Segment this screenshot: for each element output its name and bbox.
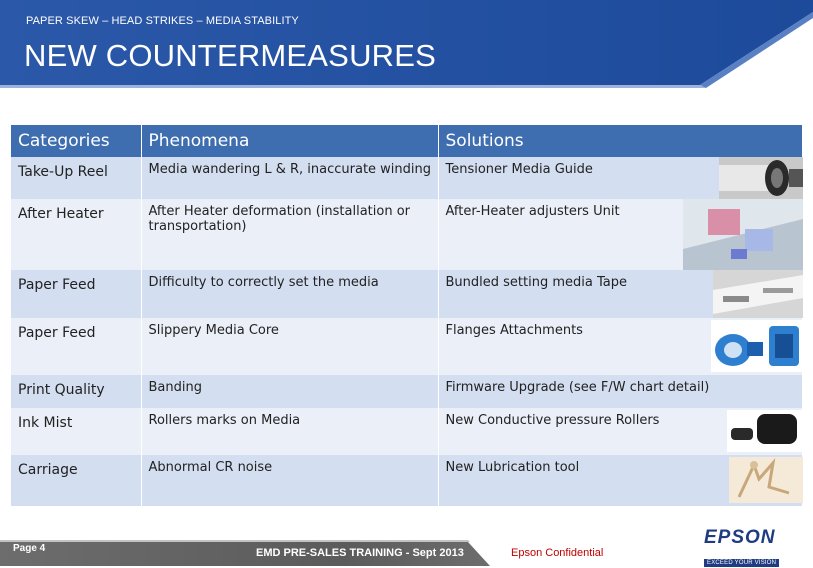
solution-text: New Lubrication tool	[445, 460, 580, 475]
logo-brand: EPSON	[704, 527, 776, 548]
flanges-photo	[711, 320, 803, 372]
countermeasures-table	[11, 125, 802, 506]
solution-cell	[438, 199, 802, 270]
column-header-phenomena: Phenomena	[141, 125, 438, 157]
page-title: NEW COUNTERMEASURES	[24, 38, 436, 73]
phenomenon-cell: Banding	[141, 375, 438, 408]
category-cell: Carriage	[11, 455, 141, 506]
solution-cell	[438, 270, 802, 318]
logo-tagline: EXCEED YOUR VISION	[704, 559, 779, 567]
phenomenon-cell: Slippery Media Core	[141, 318, 438, 375]
header-banner	[0, 0, 813, 112]
rollers-photo	[727, 410, 803, 452]
solution-cell	[438, 157, 802, 199]
take-up-reel-photo	[719, 157, 803, 199]
phenomenon-cell: After Heater deformation (installation or transportation)	[141, 199, 438, 270]
category-cell: Paper Feed	[11, 270, 141, 318]
table-row	[11, 270, 802, 318]
confidential-label: Epson Confidential	[511, 547, 604, 559]
table-row	[11, 455, 802, 506]
solution-cell	[438, 318, 802, 375]
solution-cell	[438, 408, 802, 455]
category-cell: Ink Mist	[11, 408, 141, 455]
column-header-solutions: Solutions	[438, 125, 802, 157]
table-row	[11, 157, 802, 199]
table-row	[11, 318, 802, 375]
table-row	[11, 375, 802, 408]
table-header-row	[11, 125, 802, 157]
category-cell: Print Quality	[11, 375, 141, 408]
header-kicker: PAPER SKEW – HEAD STRIKES – MEDIA STABILITY	[26, 15, 299, 27]
solution-text: Tensioner Media Guide	[445, 162, 593, 177]
category-cell: Paper Feed	[11, 318, 141, 375]
solution-text: After-Heater adjusters Unit	[445, 204, 620, 219]
after-heater-photo	[683, 199, 803, 270]
column-header-categories: Categories	[11, 125, 141, 157]
setting-tape-photo	[713, 270, 803, 318]
lubrication-tool-photo	[729, 457, 803, 503]
phenomenon-cell: Rollers marks on Media	[141, 408, 438, 455]
category-cell: Take-Up Reel	[11, 157, 141, 199]
page-number: Page 4	[13, 543, 46, 554]
phenomenon-cell: Difficulty to correctly set the media	[141, 270, 438, 318]
phenomenon-cell: Media wandering L & R, inaccurate winding	[141, 157, 438, 199]
solution-cell: Firmware Upgrade (see F/W chart detail)	[438, 375, 802, 408]
solution-text: Bundled setting media Tape	[445, 275, 627, 290]
solution-cell	[438, 455, 802, 506]
table-row	[11, 408, 802, 455]
category-cell: After Heater	[11, 199, 141, 270]
epson-logo	[704, 527, 796, 568]
table-row	[11, 199, 802, 270]
solution-text: New Conductive pressure Rollers	[445, 413, 660, 428]
solution-text: Flanges Attachments	[445, 323, 583, 338]
phenomenon-cell: Abnormal CR noise	[141, 455, 438, 506]
training-label: EMD PRE-SALES TRAINING - Sept 2013	[256, 547, 464, 559]
